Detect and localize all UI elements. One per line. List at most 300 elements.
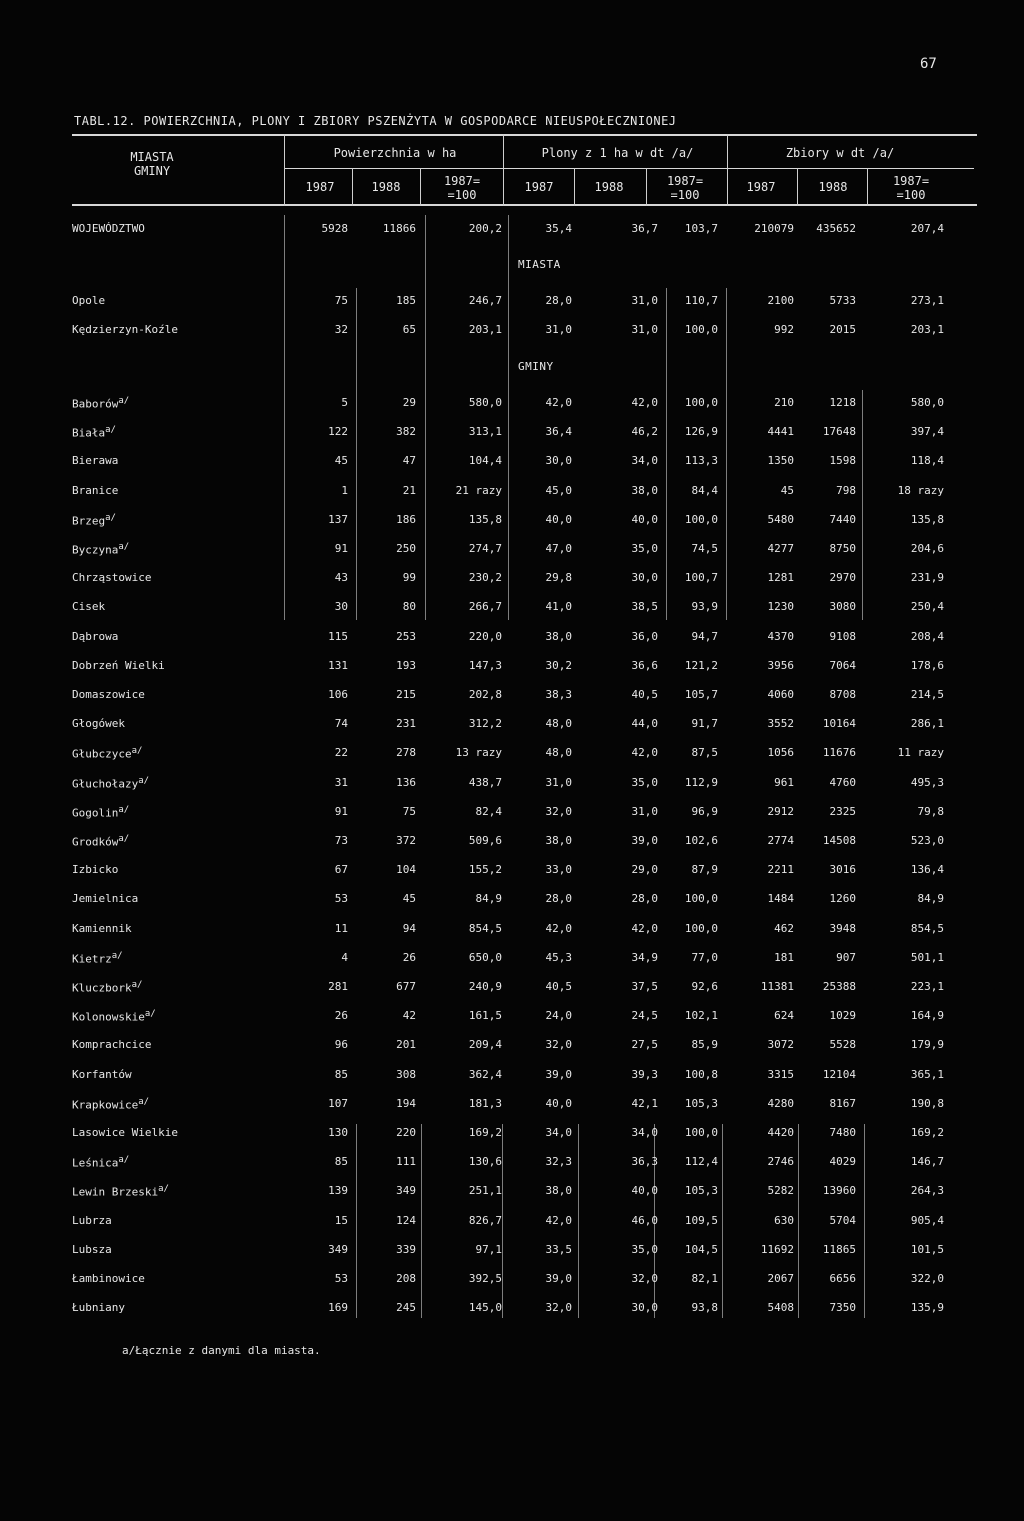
cell: 34,0 xyxy=(631,454,658,468)
cell: 104,5 xyxy=(684,1242,718,1256)
cell: 372 xyxy=(396,834,416,847)
cell: 392,5 xyxy=(468,1272,502,1285)
table-row xyxy=(0,834,1024,852)
cell: 203,1 xyxy=(910,323,944,336)
cell: 190,8 xyxy=(910,1096,944,1110)
row-name xyxy=(72,1009,292,1024)
cell: 961 xyxy=(774,775,794,789)
cell: 580,0 xyxy=(910,396,944,409)
table-row xyxy=(0,1155,1024,1173)
cell: 207,4 xyxy=(910,222,944,235)
cell: 91,7 xyxy=(691,717,718,731)
row-name xyxy=(72,1243,292,1256)
cell: 397,4 xyxy=(910,425,944,439)
cell: 382 xyxy=(396,425,416,439)
cell: 100,0 xyxy=(684,921,718,935)
cell: 1056 xyxy=(767,746,794,760)
table-row xyxy=(0,425,1024,443)
row-name-text: Korfantów xyxy=(72,1067,132,1081)
cell: 509,6 xyxy=(468,834,502,847)
cell: 11866 xyxy=(382,222,416,235)
cell: 250,4 xyxy=(910,600,944,614)
cell: 11381 xyxy=(760,980,794,993)
cell: 240,9 xyxy=(468,980,502,993)
cell: 7350 xyxy=(829,1301,856,1315)
header-divider xyxy=(420,168,421,206)
row-name-text: Lewin Brzeski xyxy=(72,1186,159,1200)
table-title: TABL.12. POWIERZCHNIA, PLONY I ZBIORY PSZENŻYTA W GOSPODARCE NIEUSPOŁECZNIONEJ xyxy=(74,114,677,128)
cell: 104,4 xyxy=(468,454,502,468)
cell: 40,5 xyxy=(631,688,658,701)
cell: 47 xyxy=(402,454,416,468)
cell: 193 xyxy=(396,658,416,672)
cell: 4060 xyxy=(767,688,794,701)
cell: 101,5 xyxy=(910,1242,944,1256)
cell: 8708 xyxy=(829,688,856,701)
cell: 24,0 xyxy=(545,1009,572,1023)
cell: 214,5 xyxy=(910,688,944,701)
cell: 11 razy xyxy=(897,746,944,760)
cell: 139 xyxy=(328,1184,348,1198)
table-row xyxy=(0,922,1024,940)
cell: 4280 xyxy=(767,1096,794,1110)
row-name-text: Grodków xyxy=(72,835,119,849)
cell: 28,0 xyxy=(545,892,572,906)
cell: 30 xyxy=(334,600,348,614)
row-name-text: Lasowice Wielkie xyxy=(72,1126,178,1139)
cell: 47,0 xyxy=(545,542,572,555)
cell: 17648 xyxy=(822,425,856,439)
section-label-gminy: GMINY xyxy=(518,360,554,373)
cell: 30,2 xyxy=(545,658,572,672)
cell: 67 xyxy=(334,863,348,877)
footnote-marker: a/ xyxy=(138,1096,150,1107)
cell: 44,0 xyxy=(631,717,658,731)
cell: 105,7 xyxy=(684,688,718,701)
row-name xyxy=(72,1038,292,1051)
cell: 854,5 xyxy=(910,921,944,935)
header-group-area: Powierzchnia w ha xyxy=(333,146,457,160)
cell: 169 xyxy=(328,1301,348,1315)
cell: 40,0 xyxy=(631,512,658,526)
header-divider xyxy=(574,168,575,206)
cell: 130,6 xyxy=(468,1155,502,1169)
cell: 45 xyxy=(334,454,348,468)
cell: 3956 xyxy=(767,658,794,672)
row-name-text: Łubniany xyxy=(72,1301,125,1315)
cell: 14508 xyxy=(822,834,856,847)
cell: 32,0 xyxy=(545,1301,572,1315)
table-row xyxy=(0,484,1024,502)
cell: 35,4 xyxy=(545,222,572,235)
cell: 624 xyxy=(774,1009,794,1023)
cell: 40,0 xyxy=(545,1096,572,1110)
cell: 10164 xyxy=(822,717,856,731)
cell: 135,8 xyxy=(468,512,502,526)
cell: 1218 xyxy=(829,396,856,409)
cell: 147,3 xyxy=(468,658,502,672)
footnote-marker: a/ xyxy=(158,1184,169,1195)
cell: 4 xyxy=(341,950,348,964)
cell: 826,7 xyxy=(468,1213,502,1227)
cell: 31,0 xyxy=(545,323,572,336)
cell: 31,0 xyxy=(631,323,658,336)
cell: 7480 xyxy=(829,1126,856,1139)
cell: 75 xyxy=(402,804,416,818)
cell: 79,8 xyxy=(917,804,944,818)
cell: 38,0 xyxy=(545,834,572,847)
cell: 91 xyxy=(334,542,348,555)
cell: 164,9 xyxy=(910,1009,944,1023)
header-group-yield: Plony z 1 ha w dt /a/ xyxy=(541,146,694,160)
header-divider xyxy=(797,168,798,206)
header-divider xyxy=(284,134,285,206)
cell: 313,1 xyxy=(468,425,502,439)
cell: 36,6 xyxy=(631,658,658,672)
cell: 85,9 xyxy=(691,1038,718,1052)
cell: 46,0 xyxy=(631,1213,658,1227)
cell: 7064 xyxy=(829,658,856,672)
cell: 31 xyxy=(334,775,348,789)
table-row xyxy=(0,396,1024,414)
cell: 40,0 xyxy=(545,512,572,526)
cell: 42,0 xyxy=(545,396,572,409)
row-name-text: Komprachcice xyxy=(72,1038,152,1052)
cell: 5 xyxy=(341,396,348,409)
cell: 1598 xyxy=(829,454,856,468)
header-top-rule xyxy=(72,134,977,136)
cell: 273,1 xyxy=(910,294,944,307)
cell: 24,5 xyxy=(631,1009,658,1023)
cell: 630 xyxy=(774,1213,794,1227)
cell: 34,0 xyxy=(545,1126,572,1139)
footnote-marker: a/ xyxy=(138,775,150,786)
cell: 203,1 xyxy=(468,323,502,336)
cell: 1484 xyxy=(767,892,794,906)
row-name-text: Kamiennik xyxy=(72,921,132,935)
cell: 29,8 xyxy=(545,571,572,585)
row-name xyxy=(72,805,292,820)
cell: 32 xyxy=(334,323,348,336)
cell: 53 xyxy=(334,1272,348,1285)
cell: 96,9 xyxy=(691,804,718,818)
cell: 30,0 xyxy=(631,1301,658,1315)
cell: 11 xyxy=(334,921,348,935)
cell: 45 xyxy=(780,483,794,497)
cell: 37,5 xyxy=(631,980,658,993)
cell: 100,0 xyxy=(684,1126,718,1139)
cell: 107 xyxy=(328,1096,348,1110)
row-name-text: Byczyna xyxy=(72,543,119,557)
header-group-harvest: Zbiory w dt /a/ xyxy=(785,146,895,160)
table-row xyxy=(0,1214,1024,1232)
row-name-text: Lubrza xyxy=(72,1213,112,1227)
cell: 35,0 xyxy=(631,1242,658,1256)
cell: 2325 xyxy=(829,804,856,818)
cell: 35,0 xyxy=(631,775,658,789)
cell: 53 xyxy=(334,892,348,906)
cell: 137 xyxy=(328,512,348,526)
cell: 74,5 xyxy=(691,542,718,555)
cell: 208 xyxy=(396,1272,416,1285)
table-row xyxy=(0,746,1024,764)
row-name-text: Lubsza xyxy=(72,1242,112,1256)
cell: 39,3 xyxy=(631,1067,658,1081)
cell: 36,3 xyxy=(631,1155,658,1169)
cell: 74 xyxy=(334,717,348,731)
cell: 33,5 xyxy=(545,1242,572,1256)
table-row xyxy=(0,1068,1024,1086)
cell: 200,2 xyxy=(468,222,502,235)
cell: 30,0 xyxy=(545,454,572,468)
table-row xyxy=(0,630,1024,648)
cell: 93,9 xyxy=(691,600,718,614)
header-divider xyxy=(646,168,647,206)
table-row xyxy=(0,571,1024,589)
cell: 281 xyxy=(328,980,348,993)
cell: 3080 xyxy=(829,600,856,614)
cell: 278 xyxy=(396,746,416,760)
cell: 113,3 xyxy=(684,454,718,468)
footnote-marker: a/ xyxy=(118,804,130,815)
cell: 2774 xyxy=(767,834,794,847)
table-row xyxy=(0,717,1024,735)
cell: 135,9 xyxy=(910,1301,944,1315)
cell: 650,0 xyxy=(468,950,502,964)
row-name xyxy=(72,717,292,730)
table-row xyxy=(0,892,1024,910)
cell: 5408 xyxy=(767,1301,794,1315)
cell: 179,9 xyxy=(910,1038,944,1052)
row-name xyxy=(72,294,292,307)
cell: 46,2 xyxy=(631,425,658,439)
footnote-marker: a/ xyxy=(118,542,130,552)
table-row xyxy=(0,294,1024,312)
header-index: 1987= =100 xyxy=(666,174,704,202)
cell: 112,4 xyxy=(684,1155,718,1169)
cell: 2746 xyxy=(767,1155,794,1169)
row-name-text: Kluczbork xyxy=(72,981,132,995)
row-name xyxy=(72,571,292,584)
footnote-marker: a/ xyxy=(131,980,143,990)
row-name xyxy=(72,980,292,995)
cell: 365,1 xyxy=(910,1067,944,1081)
table-row xyxy=(0,1009,1024,1027)
cell: 42,0 xyxy=(545,921,572,935)
header-divider xyxy=(727,134,728,206)
cell: 2970 xyxy=(829,571,856,585)
row-name-text: Kolonowskie xyxy=(72,1010,145,1024)
row-name-text: Branice xyxy=(72,483,119,497)
cell: 349 xyxy=(396,1184,416,1198)
table-row xyxy=(0,659,1024,677)
cell: 100,0 xyxy=(684,323,718,336)
footnote-marker: a/ xyxy=(118,834,130,844)
cell: 349 xyxy=(328,1242,348,1256)
cell: 3016 xyxy=(829,863,856,877)
header-year-1987: 1987 xyxy=(746,180,776,194)
table-row xyxy=(0,776,1024,794)
header-divider xyxy=(352,168,353,206)
cell: 161,5 xyxy=(468,1009,502,1023)
cell: 136 xyxy=(396,775,416,789)
cell: 992 xyxy=(774,323,794,336)
cell: 798 xyxy=(836,483,856,497)
cell: 122 xyxy=(328,425,348,439)
row-name-text: Opole xyxy=(72,294,106,307)
footnote-marker: a/ xyxy=(105,512,116,523)
table-row xyxy=(0,600,1024,618)
row-name xyxy=(72,834,292,849)
cell: 13 razy xyxy=(455,746,502,760)
cell: 15 xyxy=(334,1213,348,1227)
cell: 220,0 xyxy=(468,629,502,643)
header-divider xyxy=(867,168,868,206)
footnote-marker: a/ xyxy=(131,746,143,757)
cell: 312,2 xyxy=(468,717,502,731)
row-name-text: Krapkowice xyxy=(72,1098,139,1112)
cell: 178,6 xyxy=(910,658,944,672)
table-row xyxy=(0,1038,1024,1056)
cell: 362,4 xyxy=(468,1067,502,1081)
cell: 523,0 xyxy=(910,834,944,847)
cell: 91 xyxy=(334,804,348,818)
cell: 100,0 xyxy=(684,396,718,409)
row-name xyxy=(72,1155,292,1170)
row-name xyxy=(72,1301,292,1314)
row-name xyxy=(72,542,292,557)
table-row-wojewodztwo xyxy=(0,222,1024,240)
cell: 100,7 xyxy=(684,571,718,585)
row-name-text: Bierawa xyxy=(72,454,119,468)
cell: 220 xyxy=(396,1126,416,1139)
cell: 85 xyxy=(334,1067,348,1081)
cell: 27,5 xyxy=(631,1038,658,1052)
header-year-1987: 1987 xyxy=(305,180,335,194)
cell: 210 xyxy=(774,396,794,409)
cell: 231,9 xyxy=(910,571,944,585)
cell: 274,7 xyxy=(468,542,502,555)
cell: 11865 xyxy=(822,1242,856,1256)
cell: 250 xyxy=(396,542,416,555)
cell: 105,3 xyxy=(684,1096,718,1110)
row-name xyxy=(72,863,292,876)
cell: 854,5 xyxy=(468,921,502,935)
cell: 2100 xyxy=(767,294,794,307)
footnote-marker: a/ xyxy=(111,950,123,961)
cell: 131 xyxy=(328,658,348,672)
row-name xyxy=(72,776,292,791)
row-name xyxy=(72,1272,292,1285)
cell: 11692 xyxy=(760,1242,794,1256)
cell: 115 xyxy=(328,629,348,643)
cell: 4420 xyxy=(767,1126,794,1139)
cell: 231 xyxy=(396,717,416,731)
cell: 18 razy xyxy=(897,483,944,497)
row-name xyxy=(72,396,292,411)
cell: 32,0 xyxy=(631,1272,658,1285)
cell: 35,0 xyxy=(631,542,658,555)
row-name-text: Leśnica xyxy=(72,1156,119,1170)
cell: 11676 xyxy=(822,746,856,760)
header-bottom-rule xyxy=(72,204,977,206)
cell: 462 xyxy=(774,921,794,935)
cell: 5704 xyxy=(829,1213,856,1227)
cell: 245 xyxy=(396,1301,416,1315)
cell: 28,0 xyxy=(631,892,658,906)
cell: 84,9 xyxy=(917,892,944,906)
cell: 87,9 xyxy=(691,863,718,877)
cell: 4441 xyxy=(767,425,794,439)
cell: 5928 xyxy=(321,222,348,235)
table-row xyxy=(0,513,1024,531)
cell: 39,0 xyxy=(631,834,658,847)
row-name-text: Głogówek xyxy=(72,717,125,731)
cell: 495,3 xyxy=(910,775,944,789)
cell: 100,8 xyxy=(684,1067,718,1081)
cell: 84,9 xyxy=(475,892,502,906)
cell: 96 xyxy=(334,1038,348,1052)
header-year-1988: 1988 xyxy=(371,180,401,194)
cell: 126,9 xyxy=(684,425,718,439)
cell: 38,3 xyxy=(545,688,572,701)
row-name-text: Biała xyxy=(72,426,106,440)
cell: 169,2 xyxy=(910,1126,944,1139)
row-name xyxy=(72,323,292,336)
cell: 1 xyxy=(341,483,348,497)
cell: 21 razy xyxy=(455,483,502,497)
cell: 110,7 xyxy=(684,294,718,307)
cell: 169,2 xyxy=(468,1126,502,1139)
cell: 82,1 xyxy=(691,1272,718,1285)
cell: 100,0 xyxy=(684,892,718,906)
row-name-text: Baborów xyxy=(72,397,119,411)
cell: 85 xyxy=(334,1155,348,1169)
table-row xyxy=(0,323,1024,341)
row-name xyxy=(72,1214,292,1227)
cell: 204,6 xyxy=(910,542,944,555)
cell: 7440 xyxy=(829,512,856,526)
cell: 36,4 xyxy=(545,425,572,439)
cell: 48,0 xyxy=(545,746,572,760)
cell: 32,0 xyxy=(545,804,572,818)
cell: 677 xyxy=(396,980,416,993)
cell: 75 xyxy=(334,294,348,307)
cell: 2912 xyxy=(767,804,794,818)
cell: 21 xyxy=(402,483,416,497)
header-first-col xyxy=(72,150,232,178)
table-row xyxy=(0,1126,1024,1144)
table-row xyxy=(0,1184,1024,1202)
cell: 185 xyxy=(396,294,416,307)
table-row xyxy=(0,1272,1024,1290)
cell: 94,7 xyxy=(691,629,718,643)
cell: 136,4 xyxy=(910,863,944,877)
footnote-marker: a/ xyxy=(118,1155,130,1166)
cell: 30,0 xyxy=(631,571,658,585)
cell: 31,0 xyxy=(631,804,658,818)
cell: 9108 xyxy=(829,629,856,643)
row-name xyxy=(72,659,292,672)
cell: 25388 xyxy=(822,980,856,993)
cell: 1029 xyxy=(829,1009,856,1023)
cell: 251,1 xyxy=(468,1184,502,1198)
cell: 194 xyxy=(396,1096,416,1110)
cell: 42,0 xyxy=(545,1213,572,1227)
footnote-marker: a/ xyxy=(144,1009,156,1020)
cell: 12104 xyxy=(822,1067,856,1081)
cell: 102,6 xyxy=(684,834,718,847)
